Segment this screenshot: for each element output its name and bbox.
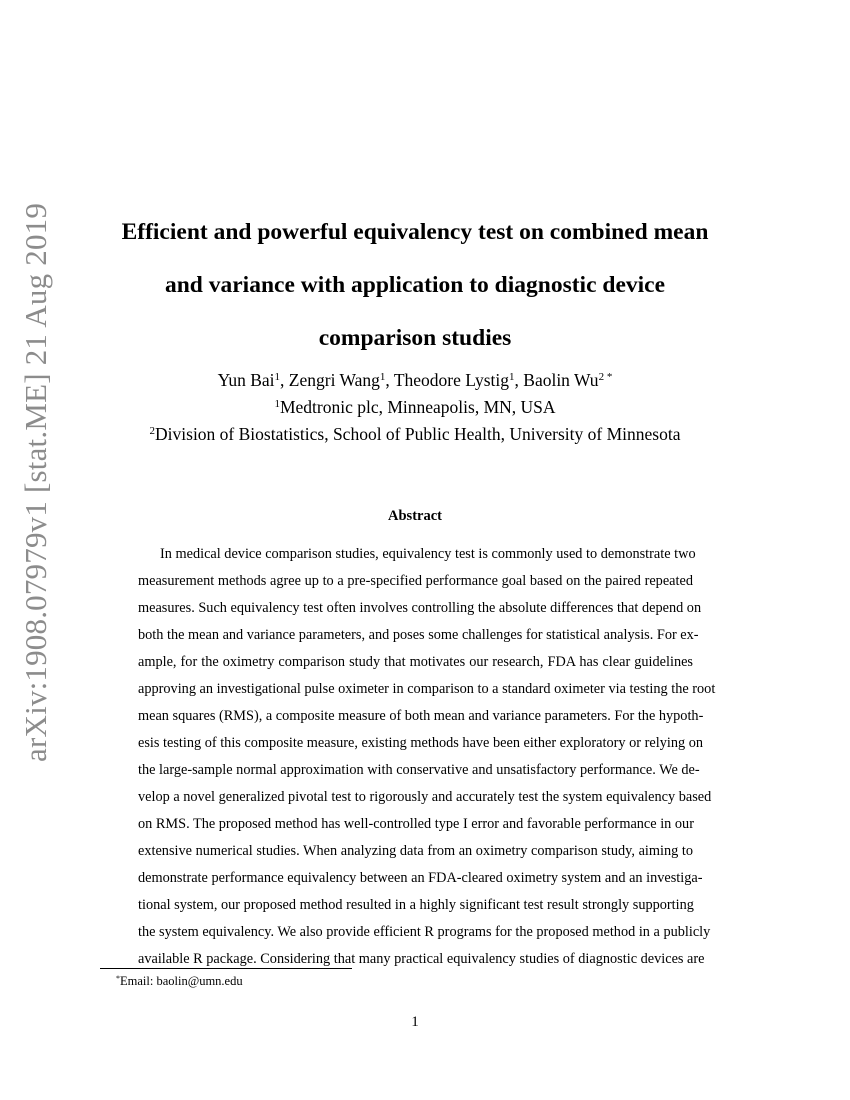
abstract-line: on RMS. The proposed method has well-controlled type I error and favorable performance in our — [138, 816, 694, 832]
abstract-line: velop a novel generalized pivotal test to rigorously and accurately test the system equivalency based — [138, 789, 712, 805]
abstract-line: both the mean and variance parameters, and poses some challenges for statistical analysis. For ex- — [138, 627, 699, 643]
abstract-line: mean squares (RMS), a composite measure of both mean and variance parameters. For the hypoth- — [138, 708, 704, 724]
author-name: Baolin Wu — [523, 370, 599, 390]
author-affiliation-mark: 1 — [509, 371, 515, 383]
affiliation — [100, 421, 730, 448]
affiliation-text: Division of Biostatistics, School of Public Health, University of Minnesota — [155, 424, 681, 444]
author-name: Zengri Wang — [288, 370, 380, 390]
author-affiliation-mark: 2 * — [598, 371, 613, 383]
abstract-line: ample, for the oximetry comparison study that motivates our research, FDA has clear guidelines — [138, 654, 693, 670]
author-affiliation-mark: 1 — [379, 371, 386, 383]
arxiv-identifier-stamp: arXiv:1908.07979v1 [stat.ME] 21 Aug 2019 — [18, 202, 53, 762]
affiliation-mark: 2 — [149, 425, 156, 437]
abstract-line: the large-sample normal approximation with conservative and unsatisfactory performance. We de- — [138, 762, 700, 778]
abstract-line: the system equivalency. We also provide efficient R programs for the proposed method in a publicly — [138, 924, 711, 940]
page-number: 1 — [411, 1014, 419, 1030]
title-line: comparison studies — [318, 325, 512, 351]
abstract-line: esis testing of this composite measure, existing methods have been either exploratory or relying on — [138, 735, 703, 751]
abstract-body — [138, 541, 716, 973]
affiliation-text: Medtronic plc, Minneapolis, MN, USA — [279, 397, 556, 417]
abstract-line: available R package. Considering that many practical equivalency studies of diagnostic devices are — [138, 951, 705, 967]
affiliation-mark: 1 — [274, 398, 280, 410]
abstract-line: demonstrate performance equivalency between an FDA-cleared oximetry system and an investiga- — [138, 870, 703, 886]
author-name: Theodore Lystig — [393, 370, 510, 390]
author-list: Yun Bai$^1$, Zengri Wang$^1$, Theodore Lystig$^1$, Baolin $Wu^{2 *}$ — [217, 370, 613, 390]
author-block — [100, 367, 730, 448]
footnote-mark: * — [116, 974, 120, 983]
title-line: Efficient and powerful equivalency test on combined mean — [121, 219, 709, 245]
abstract-line: In medical device comparison studies, equivalency test is commonly used to demonstrate two — [160, 546, 696, 562]
abstract-line: measures. Such equivalency test often involves controlling the absolute differences that depend on — [138, 600, 702, 616]
affiliation — [100, 394, 730, 421]
abstract-heading: Abstract — [388, 508, 442, 524]
paper-title — [100, 206, 730, 365]
footnote-divider — [100, 968, 352, 969]
abstract-line: measurement methods agree up to a pre-specified performance goal based on the paired repeated — [138, 573, 693, 589]
abstract-line: tional system, our proposed method resulted in a highly significant test result strongly supporting — [138, 897, 694, 913]
author-affiliation-mark: 1 — [274, 371, 281, 383]
abstract-line: extensive numerical studies. When analyzing data from an oximetry comparison study, aiming to — [138, 843, 693, 859]
footnote-text: Email: baolin@umn.edu — [120, 974, 243, 988]
footnote-email — [116, 974, 243, 989]
abstract-line: approving an investigational pulse oximeter in comparison to a standard oximeter via testing the root — [138, 681, 716, 697]
author-name: Yun Bai — [217, 370, 275, 390]
title-line: and variance with application to diagnostic device — [164, 272, 666, 298]
